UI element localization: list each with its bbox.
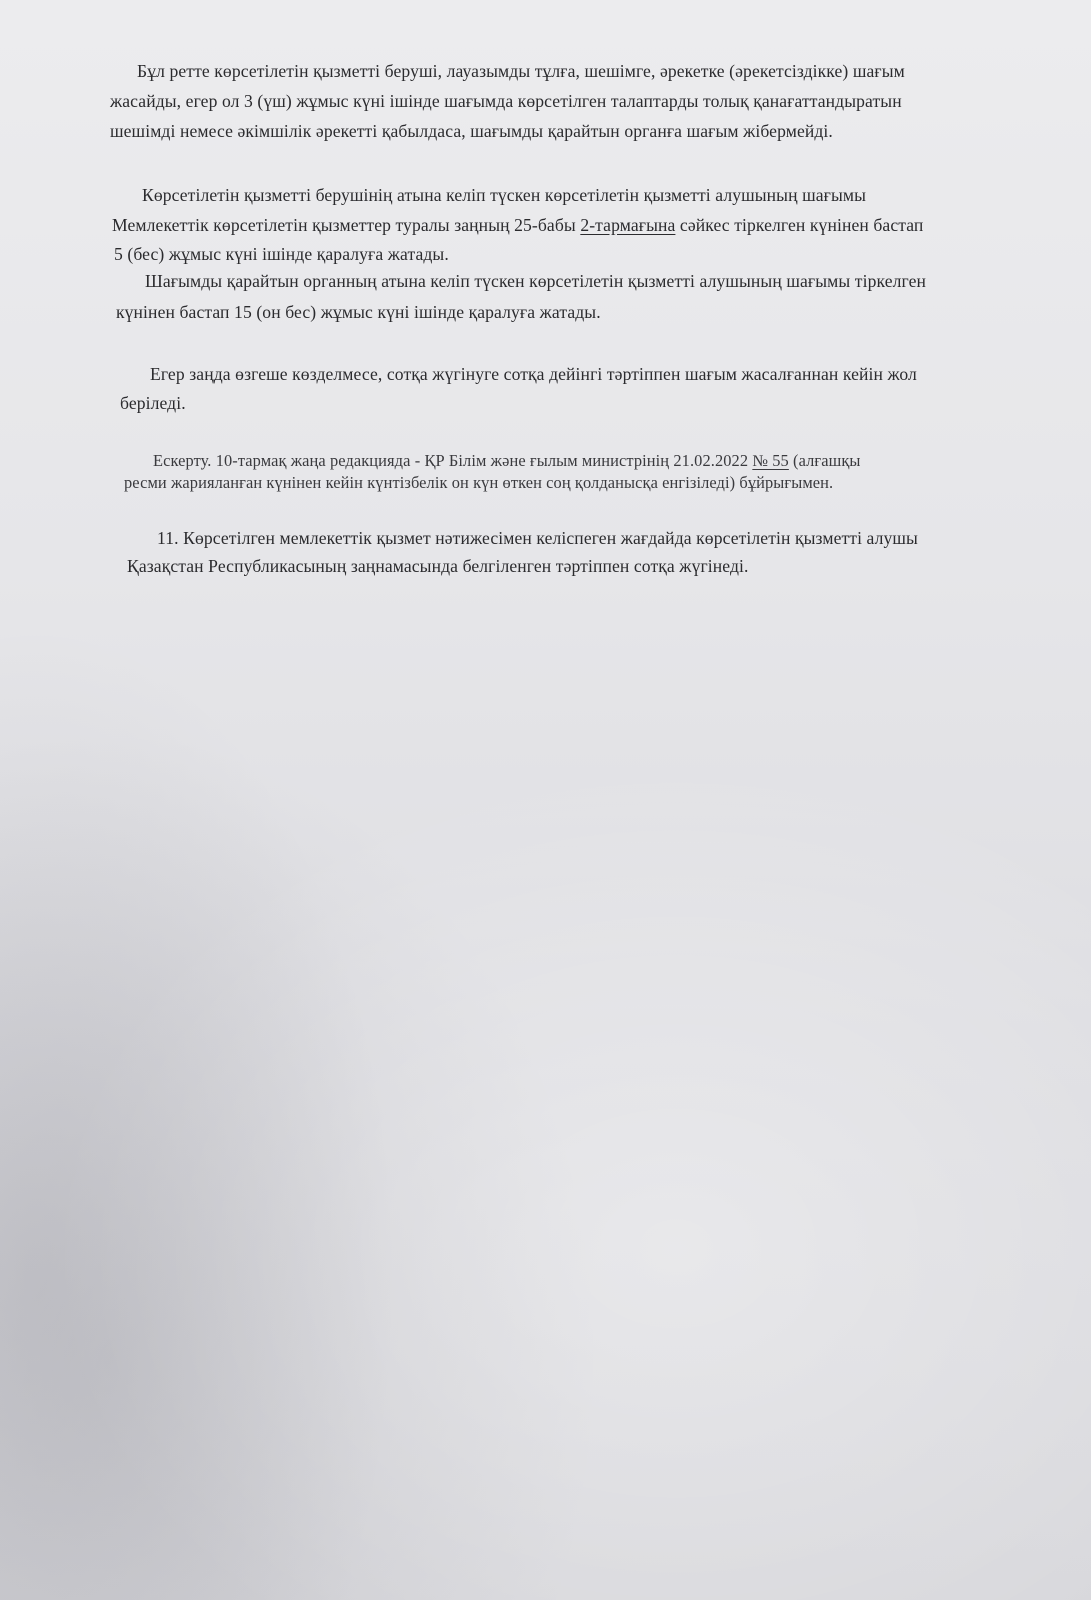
paragraph-5-line-1: 11. Көрсетілген мемлекеттік қызмет нәтижесімен келіспеген жағдайда көрсетілетін қызметті алушы: [157, 528, 918, 548]
paragraph-3-line-1: Шағымды қарайтын органның атына келіп түскен көрсетілетін қызметті алушының шағымы тіркелген: [145, 271, 926, 291]
note-line-2: ресми жарияланған күнінен кейін күнтізбелік он күн өткен соң қолданысқа енгізіледі) бұйрығымен.: [124, 473, 834, 492]
paper-shadow: [0, 620, 400, 1600]
note-line-1: [153, 450, 861, 472]
paragraph-5-line-2: Қазақстан Республикасының заңнамасында белгіленген тәртіппен сотқа жүгінеді.: [127, 556, 749, 576]
paragraph-4-line-1: Егер заңда өзгеше көзделмесе, сотқа жүгінуге сотқа дейінгі тәртіппен шағым жасалғаннан кейін жол: [150, 364, 917, 384]
order-link[interactable]: № 55: [752, 451, 789, 470]
paragraph-2-line-1: Көрсетілетін қызметті берушінің атына келіп түскен көрсетілетін қызметті алушының шағымы: [142, 185, 867, 205]
paragraph-4-line-2: беріледі.: [120, 393, 186, 413]
paragraph-1-line-3: шешімді немесе әкімшілік әрекетті қабылдаса, шағымды қарайтын органға шағым жібермейді.: [110, 121, 833, 141]
paragraph-3-line-2: күнінен бастап 15 (он бес) жұмыс күні ішінде қаралуға жатады.: [116, 302, 601, 322]
document-text: [0, 0, 1091, 620]
paragraph-1-line-2: жасайды, егер ол 3 (үш) жұмыс күні ішінде шағымда көрсетілген талаптарды толық қанағаттандыратын: [110, 91, 902, 111]
article-link[interactable]: 2-тармағына: [580, 215, 676, 235]
paragraph-2-line-2: [112, 214, 923, 236]
paragraph-1-line-1: Бұл ретте көрсетілетін қызметті беруші, лауазымды тұлға, шешімге, әрекетке (әрекетсіздікке) шағым: [137, 61, 905, 81]
note-text: Ескерту. 10-тармақ жаңа редакцияда - ҚР Білім және ғылым министрінің 21.02.2022: [153, 451, 753, 470]
note-tail: (алғашқы: [788, 451, 861, 470]
paragraph-2-line-2-tail: сәйкес тіркелген күнінен бастап: [675, 215, 924, 235]
paragraph-2-line-3: 5 (бес) жұмыс күні ішінде қаралуға жатады.: [114, 244, 449, 264]
paragraph-2-line-2-text: Мемлекеттік көрсетілетін қызметтер туралы заңның 25-бабы: [112, 215, 581, 235]
